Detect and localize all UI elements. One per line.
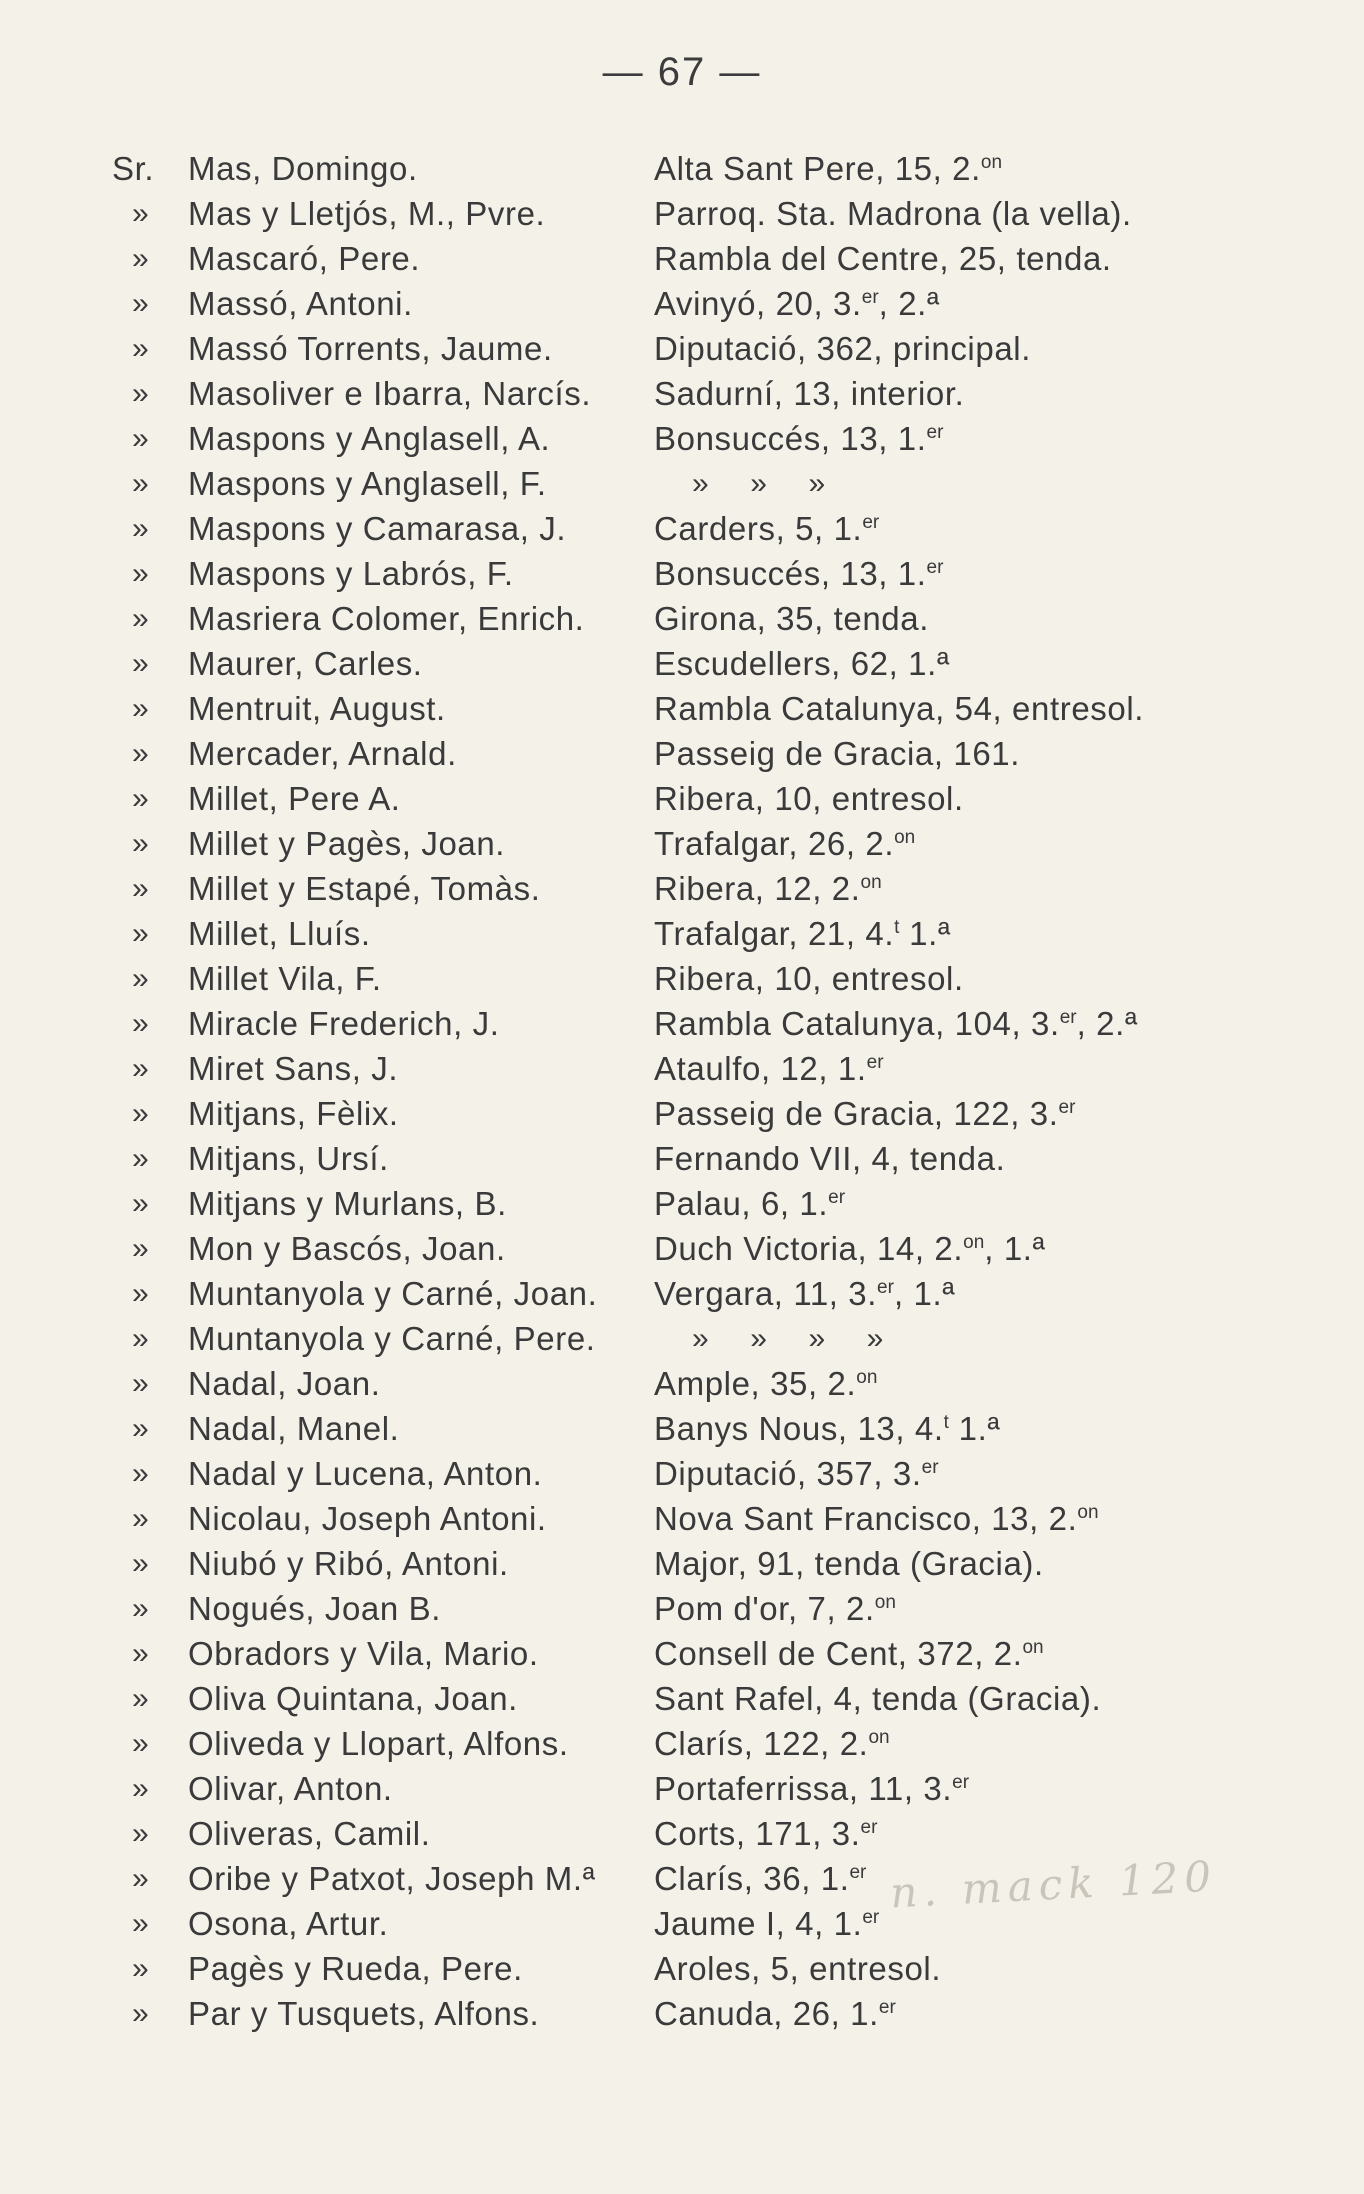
entry-prefix: » [132, 557, 150, 590]
directory-entry [112, 1766, 1262, 1811]
entry-address [654, 236, 1112, 281]
entry-address-superscript: er [878, 1997, 896, 2018]
entry-prefix: » [132, 1682, 150, 1715]
entry-address [654, 1001, 1138, 1046]
entry-address [692, 1316, 884, 1361]
entry-address [654, 1181, 845, 1226]
entry-address-superscript: on [980, 152, 1003, 173]
entry-prefix: » [132, 1052, 150, 1085]
entry-name: Nadal, Joan. [188, 1365, 381, 1402]
entry-name: Mitjans, Ursí. [188, 1140, 389, 1177]
entry-prefix: » [132, 1187, 150, 1220]
entry-address-text: Passeig de Gracia, 161. [654, 735, 1021, 772]
entry-address-text: Ample, 35, 2. [654, 1365, 857, 1402]
entry-address-superscript: er [926, 557, 944, 578]
entry-address-text: Ribera, 10, entresol. [654, 960, 964, 997]
directory-entry [112, 1361, 1262, 1406]
entry-address [654, 551, 943, 596]
handwritten-annotation: n. mack 120 [888, 1851, 1219, 1918]
entry-address-text: Palau, 6, 1. [654, 1185, 829, 1222]
entry-prefix: » [132, 1097, 150, 1130]
entry-address [654, 146, 1002, 191]
entry-name: Mas, Domingo. [188, 150, 418, 187]
entry-address-text: Duch Victoria, 14, 2. [654, 1230, 964, 1267]
entry-address [654, 1136, 1005, 1181]
directory-entry [112, 1136, 1262, 1181]
entry-address-text: Diputació, 362, principal. [654, 330, 1031, 367]
entry-name: Millet Vila, F. [188, 960, 382, 997]
directory-entry [112, 1676, 1262, 1721]
directory-entry [112, 866, 1262, 911]
entry-address-superscript: on [860, 872, 882, 893]
entry-address-text: Alta Sant Pere, 15, 2. [654, 150, 981, 187]
entry-prefix: » [132, 422, 150, 455]
entry-name: Miret Sans, J. [188, 1050, 399, 1087]
entry-name: Nadal, Manel. [188, 1410, 400, 1447]
entry-name: Massó, Antoni. [188, 285, 413, 322]
entry-address-tail: , 1.ª [893, 1275, 956, 1312]
entry-prefix: Sr. [112, 150, 155, 187]
entry-name: Oribe y Patxot, Joseph M.ª [188, 1860, 596, 1897]
entry-name: Par y Tusquets, Alfons. [188, 1995, 540, 2032]
entry-address-text: Passeig de Gracia, 122, 3. [654, 1095, 1059, 1132]
entry-address [654, 1406, 1000, 1451]
entry-address [654, 371, 964, 416]
entry-prefix: » [132, 1907, 150, 1940]
entry-address-text: Escudellers, 62, 1.ª [654, 645, 950, 682]
entry-address-superscript: er [862, 512, 880, 533]
entry-address-superscript: er [861, 287, 879, 308]
entry-prefix: » [132, 1637, 150, 1670]
entry-name: Maspons y Labrós, F. [188, 555, 514, 592]
entry-name: Oliveda y Llopart, Alfons. [188, 1725, 569, 1762]
entry-address-text: Major, 91, tenda (Gracia). [654, 1545, 1044, 1582]
directory-entry [112, 1496, 1262, 1541]
entry-name: Maspons y Anglasell, A. [188, 420, 551, 457]
entry-address-superscript: t [943, 1412, 949, 1433]
entry-name: Muntanyola y Carné, Joan. [188, 1275, 598, 1312]
directory-entry [112, 1091, 1262, 1136]
entry-name: Miracle Frederich, J. [188, 1005, 500, 1042]
entry-address [654, 776, 964, 821]
entry-name: Millet, Lluís. [188, 915, 371, 952]
entry-address-superscript: er [860, 1817, 878, 1838]
directory-entry [112, 596, 1262, 641]
directory-entry [112, 551, 1262, 596]
entry-prefix: » [132, 512, 150, 545]
entry-address-superscript: on [1077, 1502, 1099, 1523]
entry-address-text: Bonsuccés, 13, 1. [654, 420, 927, 457]
directory-entry [112, 1181, 1262, 1226]
entry-address-superscript: er [849, 1862, 867, 1883]
entry-prefix: » [132, 872, 150, 905]
entry-address [654, 1451, 939, 1496]
entry-address-text: Sant Rafel, 4, tenda (Gracia). [654, 1680, 1102, 1717]
entry-address-text: Girona, 35, tenda. [654, 600, 929, 637]
directory-listing [112, 146, 1262, 2036]
entry-prefix: » [132, 1142, 150, 1175]
entry-address [654, 956, 964, 1001]
entry-address-superscript: er [866, 1052, 884, 1073]
entry-address-text: Rambla Catalunya, 54, entresol. [654, 690, 1145, 727]
entry-prefix: » [132, 1232, 150, 1265]
entry-name: Millet y Pagès, Joan. [188, 825, 506, 862]
entry-prefix: » [132, 1772, 150, 1805]
entry-prefix: » [132, 602, 150, 635]
entry-address-text: Vergara, 11, 3. [654, 1275, 878, 1312]
entry-address-superscript: er [921, 1457, 939, 1478]
directory-entry [112, 1586, 1262, 1631]
entry-name: Mitjans, Fèlix. [188, 1095, 399, 1132]
directory-entry [112, 731, 1262, 776]
directory-entry [112, 641, 1262, 686]
directory-entry [112, 1721, 1262, 1766]
entry-address-superscript: er [952, 1772, 970, 1793]
entry-address-text: Ataulfo, 12, 1. [654, 1050, 867, 1087]
entry-address [654, 1946, 941, 1991]
entry-address-tail: , 2.ª [1076, 1005, 1138, 1042]
directory-entry [112, 281, 1262, 326]
entry-prefix: » [132, 1007, 150, 1040]
entry-address-superscript: er [926, 422, 944, 443]
entry-prefix: » [132, 647, 150, 680]
entry-address [654, 1811, 877, 1856]
directory-entry [112, 416, 1262, 461]
entry-prefix: » [132, 692, 150, 725]
directory-entry [112, 326, 1262, 371]
entry-name: Olivar, Anton. [188, 1770, 393, 1807]
directory-entry [112, 236, 1262, 281]
entry-address-tail: , 2.ª [878, 285, 940, 322]
directory-entry [112, 1406, 1262, 1451]
entry-prefix: » [132, 827, 150, 860]
entry-address [654, 1586, 896, 1631]
entry-name: Pagès y Rueda, Pere. [188, 1950, 523, 1987]
entry-address-superscript: on [874, 1592, 896, 1613]
entry-address-tail: 1.ª [948, 1410, 1001, 1447]
entry-address [654, 191, 1132, 236]
directory-entry [112, 1946, 1262, 1991]
entry-address [654, 1361, 877, 1406]
entry-name: Masoliver e Ibarra, Narcís. [188, 375, 592, 412]
entry-address [692, 461, 826, 506]
entry-address-text: Carders, 5, 1. [654, 510, 863, 547]
entry-address [654, 1631, 1044, 1676]
entry-name: Maspons y Camarasa, J. [188, 510, 567, 547]
entry-address [654, 281, 940, 326]
entry-address [654, 1226, 1045, 1271]
entry-address-text: Sadurní, 13, interior. [654, 375, 965, 412]
entry-address [654, 911, 951, 956]
entry-name: Mas y Lletjós, M., Pvre. [188, 195, 546, 232]
entry-name: Nicolau, Joseph Antoni. [188, 1500, 547, 1537]
entry-prefix: » [132, 1547, 150, 1580]
entry-address-text: Jaume I, 4, 1. [654, 1905, 863, 1942]
entry-address [654, 1766, 969, 1811]
entry-name: Nadal y Lucena, Anton. [188, 1455, 543, 1492]
entry-name: Maspons y Anglasell, F. [188, 465, 547, 502]
directory-entry [112, 371, 1262, 416]
entry-name: Niubó y Ribó, Antoni. [188, 1545, 509, 1582]
entry-address [654, 1046, 884, 1091]
entry-address [654, 416, 943, 461]
entry-name: Masriera Colomer, Enrich. [188, 600, 585, 637]
entry-name: Nogués, Joan B. [188, 1590, 441, 1627]
page-number: — 67 — [602, 50, 762, 94]
entry-address-text: Corts, 171, 3. [654, 1815, 861, 1852]
entry-name: Oliveras, Camil. [188, 1815, 431, 1852]
entry-name: Maurer, Carles. [188, 645, 423, 682]
entry-address [654, 1901, 879, 1946]
directory-entry [112, 1991, 1262, 2036]
directory-entry [112, 1811, 1262, 1856]
entry-address-text: Trafalgar, 21, 4. [654, 915, 895, 952]
entry-address [654, 641, 950, 686]
directory-entry [112, 506, 1262, 551]
entry-name: Muntanyola y Carné, Pere. [188, 1320, 596, 1357]
entry-address-superscript: er [1058, 1097, 1076, 1118]
entry-name: Mitjans y Murlans, B. [188, 1185, 507, 1222]
entry-name: Mentruit, August. [188, 690, 446, 727]
entry-prefix: » [132, 1502, 150, 1535]
entry-prefix: » [132, 287, 150, 320]
directory-entry [112, 1316, 1262, 1361]
directory-entry [112, 1901, 1262, 1946]
entry-address-tail: 1.ª [899, 915, 951, 952]
entry-address [654, 866, 882, 911]
entry-address [654, 1541, 1044, 1586]
entry-name: Millet, Pere A. [188, 780, 401, 817]
entry-address-text: Ribera, 10, entresol. [654, 780, 964, 817]
entry-address-text: Portaferrissa, 11, 3. [654, 1770, 953, 1807]
entry-address [654, 1721, 890, 1766]
entry-address [654, 1271, 955, 1316]
entry-address [654, 326, 1031, 371]
entry-prefix: » [132, 197, 150, 230]
entry-prefix: » [132, 782, 150, 815]
entry-address-text: Rambla Catalunya, 104, 3. [654, 1005, 1060, 1042]
entry-name: Oliva Quintana, Joan. [188, 1680, 518, 1717]
entry-address-superscript: er [862, 1907, 880, 1928]
entry-prefix: » [132, 1997, 150, 2030]
entry-prefix: » [132, 242, 150, 275]
entry-address-text: Rambla del Centre, 25, tenda. [654, 240, 1112, 277]
entry-prefix: » [132, 1952, 150, 1985]
entry-name: Millet y Estapé, Tomàs. [188, 870, 541, 907]
directory-entry [112, 1271, 1262, 1316]
entry-prefix: » [132, 1367, 150, 1400]
entry-address-text: Banys Nous, 13, 4. [654, 1410, 944, 1447]
directory-entry [112, 1046, 1262, 1091]
entry-address-text: Avinyó, 20, 3. [654, 285, 862, 322]
entry-name: Obradors y Vila, Mario. [188, 1635, 539, 1672]
entry-name: Mascaró, Pere. [188, 240, 421, 277]
entry-prefix: » [132, 1277, 150, 1310]
directory-entry [112, 911, 1262, 956]
entry-address-text: Aroles, 5, entresol. [654, 1950, 942, 1987]
entry-prefix: » [132, 332, 150, 365]
entry-address-superscript: on [963, 1232, 985, 1253]
entry-prefix: » [132, 467, 150, 500]
entry-prefix: » [132, 1727, 150, 1760]
entry-address-text: Trafalgar, 26, 2. [654, 825, 895, 862]
entry-address-superscript: on [1022, 1637, 1044, 1658]
entry-prefix: » [132, 1592, 150, 1625]
entry-name: Massó Torrents, Jaume. [188, 330, 553, 367]
entry-name: Osona, Artur. [188, 1905, 389, 1942]
entry-address-text: Fernando VII, 4, tenda. [654, 1140, 1006, 1177]
directory-entry [112, 1226, 1262, 1271]
entry-address [654, 686, 1144, 731]
entry-prefix: » [132, 1322, 150, 1355]
entry-address [654, 506, 879, 551]
entry-address-text: Parroq. Sta. Madrona (la vella). [654, 195, 1132, 232]
entry-prefix: » [132, 1862, 150, 1895]
entry-prefix: » [132, 377, 150, 410]
entry-address-superscript: t [894, 917, 900, 938]
entry-prefix: » [132, 1817, 150, 1850]
entry-address-superscript: on [856, 1367, 878, 1388]
entry-address [654, 731, 1020, 776]
entry-address [654, 1091, 1075, 1136]
entry-address-text: » » » » [692, 1322, 884, 1355]
directory-entry [112, 776, 1262, 821]
directory-entry [112, 191, 1262, 236]
entry-address [654, 1676, 1101, 1721]
entry-address-text: Nova Sant Francisco, 13, 2. [654, 1500, 1078, 1537]
entry-address [654, 821, 915, 866]
entry-address-superscript: on [868, 1727, 890, 1748]
directory-entry [112, 1631, 1262, 1676]
directory-entry [112, 1451, 1262, 1496]
entry-address-text: Ribera, 12, 2. [654, 870, 861, 907]
directory-entry [112, 821, 1262, 866]
entry-prefix: » [132, 962, 150, 995]
entry-address-text: Clarís, 122, 2. [654, 1725, 869, 1762]
entry-address [654, 1496, 1099, 1541]
entry-address-superscript: er [877, 1277, 894, 1298]
entry-name: Mercader, Arnald. [188, 735, 457, 772]
directory-entry [112, 956, 1262, 1001]
entry-address-text: Bonsuccés, 13, 1. [654, 555, 927, 592]
entry-prefix: » [132, 917, 150, 950]
entry-address [654, 1856, 866, 1901]
entry-address-superscript: er [1059, 1007, 1077, 1028]
entry-address-text: » » » [692, 467, 826, 500]
directory-entry [112, 1541, 1262, 1586]
entry-prefix: » [132, 737, 150, 770]
entry-address-text: Consell de Cent, 372, 2. [654, 1635, 1023, 1672]
directory-entry [112, 461, 1262, 506]
entry-name: Mon y Bascós, Joan. [188, 1230, 506, 1267]
entry-address-tail: , 1.ª [984, 1230, 1046, 1267]
entry-address [654, 596, 929, 641]
entry-address-superscript: er [828, 1187, 846, 1208]
entry-prefix: » [132, 1457, 150, 1490]
directory-entry [112, 686, 1262, 731]
entry-address-text: Pom d'or, 7, 2. [654, 1590, 875, 1627]
entry-address-superscript: on [894, 827, 916, 848]
entry-prefix: » [132, 1412, 150, 1445]
directory-entry [112, 146, 1262, 191]
directory-entry [112, 1001, 1262, 1046]
entry-address-text: Diputació, 357, 3. [654, 1455, 922, 1492]
entry-address-text: Canuda, 26, 1. [654, 1995, 879, 2032]
entry-address-text: Clarís, 36, 1. [654, 1860, 850, 1897]
entry-address [654, 1991, 896, 2036]
